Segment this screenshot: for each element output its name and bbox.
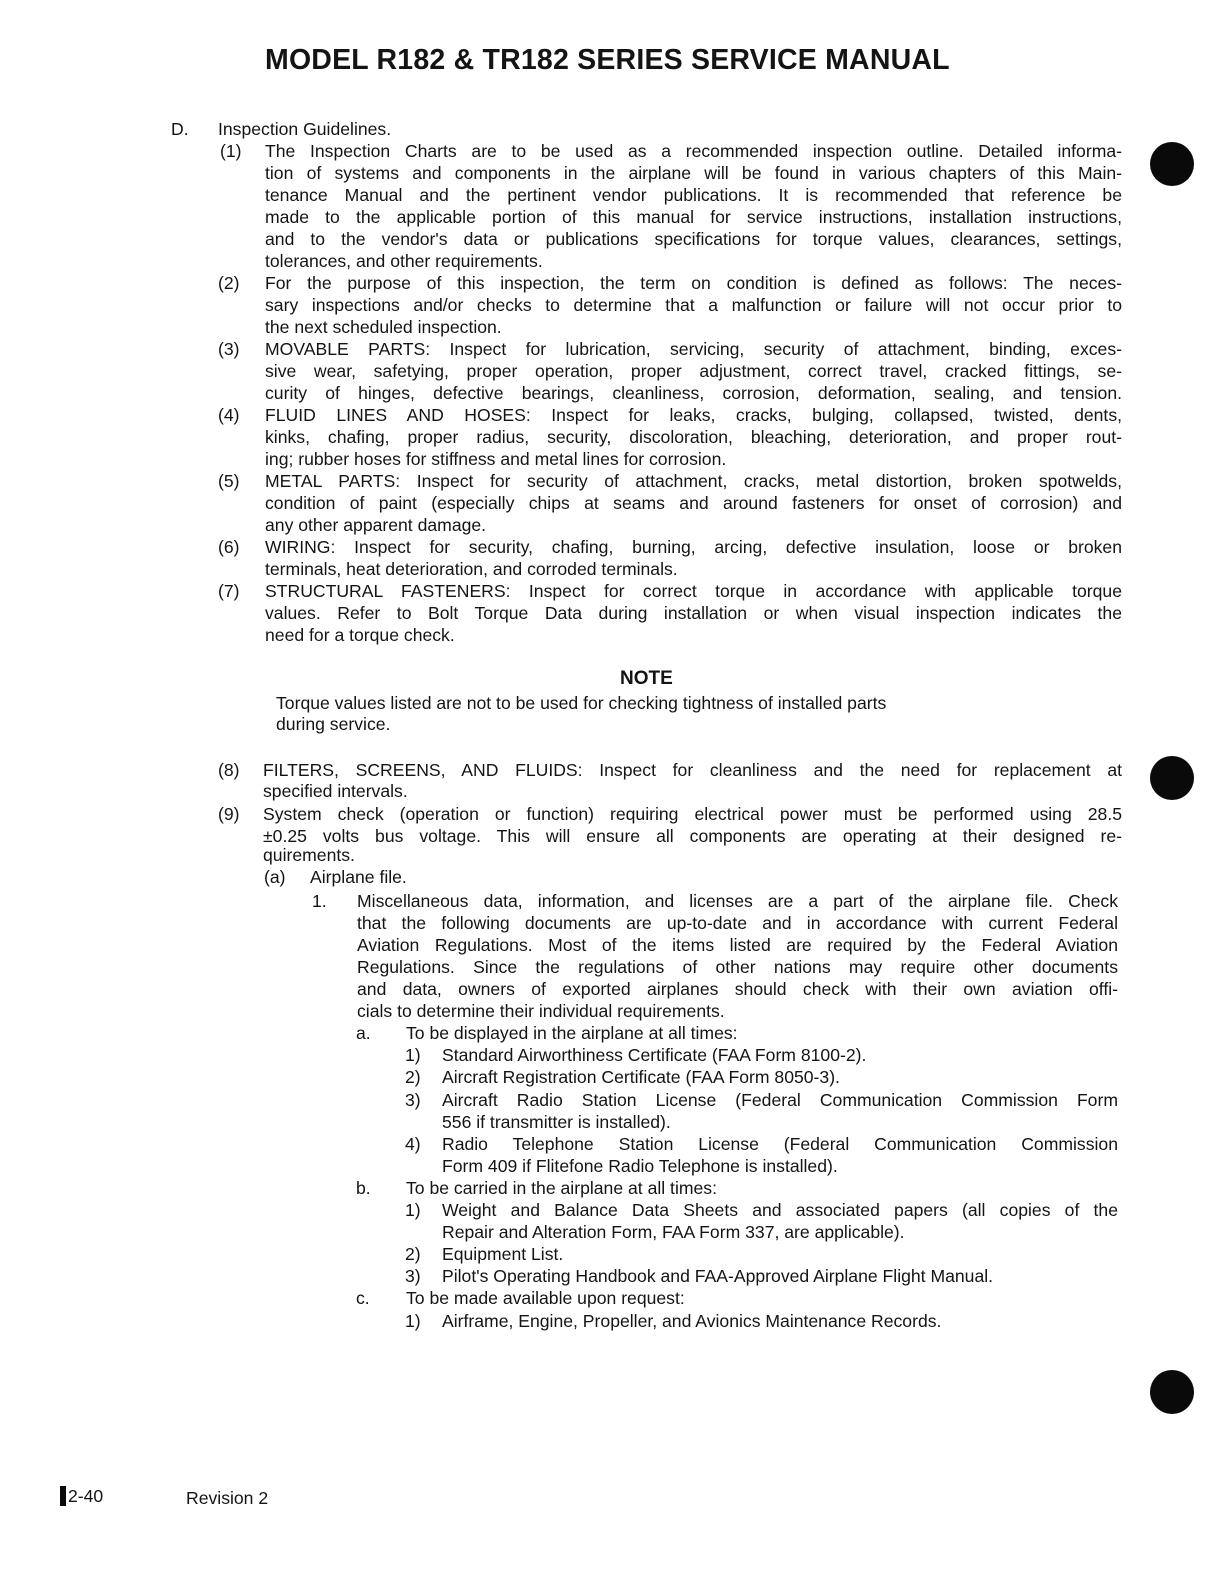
item-text-line: condition of paint (especially chips at seams and around fasteners for onset of corrosion) and: [265, 493, 1122, 513]
item-number: (4): [218, 405, 240, 425]
item-text-line: ing; rubber hoses for stiffness and metal lines for corrosion.: [265, 449, 727, 469]
list-entry-number: 1): [405, 1045, 421, 1065]
item-text-line: System check (operation or function) requiring electrical power must be performed using 28.5: [263, 804, 1122, 824]
list-entry-number: 2): [405, 1244, 421, 1264]
item-text-line: quirements.: [263, 845, 355, 865]
list-entry-text: Weight and Balance Data Sheets and associated papers (all copies of the: [442, 1200, 1118, 1220]
list-entry-text: Repair and Alteration Form, FAA Form 337, are applicable).: [442, 1222, 905, 1242]
revision-marker-dot: [1150, 756, 1194, 800]
list-entry-text: Aircraft Registration Certificate (FAA Form 8050-3).: [442, 1067, 840, 1087]
list-heading: To be carried in the airplane at all times:: [406, 1178, 717, 1198]
revision-label: Revision 2: [186, 1488, 269, 1508]
item-text-line: values. Refer to Bolt Torque Data during installation or when visual inspection indicates the: [265, 603, 1122, 623]
list-entry-text: Form 409 if Flitefone Radio Telephone is installed).: [442, 1156, 838, 1176]
item-text-line: any other apparent damage.: [265, 515, 487, 535]
list-entry-text: Airframe, Engine, Propeller, and Avionics Maintenance Records.: [442, 1311, 942, 1331]
item-text-line: STRUCTURAL FASTENERS: Inspect for correct torque in accordance with applicable torque: [265, 581, 1122, 601]
list-entry-text: Radio Telephone Station License (Federal Communication Commission: [442, 1134, 1118, 1154]
item-number: (1): [220, 141, 242, 161]
list-heading: To be made available upon request:: [406, 1288, 685, 1308]
paragraph-line: Aviation Regulations. Most of the items listed are required by the Federal Aviation: [357, 935, 1118, 955]
change-bar: [60, 1486, 66, 1506]
item-text-line: sive wear, safetying, proper operation, proper adjustment, correct travel, cracked fittings, se-: [265, 361, 1122, 381]
paragraph-line: and data, owners of exported airplanes should check with their own aviation offi-: [357, 979, 1118, 999]
paragraph-line: Regulations. Since the regulations of other nations may require other documents: [357, 957, 1118, 977]
list-entry-text: Aircraft Radio Station License (Federal Communication Commission Form: [442, 1090, 1118, 1110]
item-text-line: METAL PARTS: Inspect for security of attachment, cracks, metal distortion, broken spotwelds,: [265, 471, 1122, 491]
paragraph-line: Miscellaneous data, information, and licenses are a part of the airplane file. Check: [357, 891, 1118, 911]
page-title: MODEL R182 & TR182 SERIES SERVICE MANUAL: [265, 44, 950, 76]
item-text-line: tolerances, and other requirements.: [265, 251, 543, 271]
list-letter: a.: [356, 1023, 371, 1043]
sub-item-label: Airplane file.: [310, 867, 407, 887]
item-text-line: FILTERS, SCREENS, AND FLUIDS: Inspect for cleanliness and the need for replacement at: [263, 760, 1122, 780]
list-entry-text: 556 if transmitter is installed).: [442, 1112, 671, 1132]
section-title: Inspection Guidelines.: [218, 119, 392, 139]
item-number: (7): [218, 581, 240, 601]
list-entry-number: 3): [405, 1266, 421, 1286]
item-text-line: tenance Manual and the pertinent vendor publications. It is recommended that reference be: [265, 185, 1122, 205]
list-letter: b.: [356, 1178, 371, 1198]
item-text-line: tion of systems and components in the airplane will be found in various chapters of this Main-: [265, 163, 1122, 183]
item-number: (9): [218, 804, 240, 824]
paragraph-number: 1.: [312, 891, 327, 911]
item-text-line: and to the vendor's data or publications specifications for torque values, clearances, settings,: [265, 229, 1122, 249]
item-text-line: the next scheduled inspection.: [265, 317, 502, 337]
item-number: (2): [218, 273, 240, 293]
item-text-line: specified intervals.: [263, 781, 408, 801]
item-text-line: sary inspections and/or checks to determine that a malfunction or failure will not occur prior to: [265, 295, 1122, 315]
list-entry-number: 3): [405, 1090, 421, 1110]
note-text-line: Torque values listed are not to be used for checking tightness of installed parts: [276, 693, 887, 713]
list-letter: c.: [356, 1288, 370, 1308]
item-text-line: MOVABLE PARTS: Inspect for lubrication, servicing, security of attachment, binding, exces-: [265, 339, 1122, 359]
item-number: (5): [218, 471, 240, 491]
list-entry-number: 4): [405, 1134, 421, 1154]
item-number: (6): [218, 537, 240, 557]
item-number: (3): [218, 339, 240, 359]
item-text-line: need for a torque check.: [265, 625, 455, 645]
list-heading: To be displayed in the airplane at all times:: [406, 1023, 738, 1043]
page-number: 2-40: [68, 1486, 104, 1506]
item-text-line: FLUID LINES AND HOSES: Inspect for leaks, cracks, bulging, collapsed, twisted, dents,: [265, 405, 1122, 425]
revision-marker-dot: [1150, 1370, 1194, 1414]
item-text-line: curity of hinges, defective bearings, cleanliness, corrosion, deformation, sealing, and tension.: [265, 383, 1122, 403]
item-text-line: WIRING: Inspect for security, chafing, burning, arcing, defective insulation, loose or broken: [265, 537, 1122, 557]
item-text-line: made to the applicable portion of this manual for service instructions, installation instructions,: [265, 207, 1122, 227]
list-entry-text: Equipment List.: [442, 1244, 564, 1264]
list-entry-text: Standard Airworthiness Certificate (FAA Form 8100-2).: [442, 1045, 867, 1065]
list-entry-number: 2): [405, 1067, 421, 1087]
item-text-line: The Inspection Charts are to be used as a recommended inspection outline. Detailed informa-: [265, 141, 1122, 161]
item-text-line: terminals, heat deterioration, and corroded terminals.: [265, 559, 678, 579]
paragraph-line: that the following documents are up-to-date and in accordance with current Federal: [357, 913, 1118, 933]
list-entry-number: 1): [405, 1200, 421, 1220]
note-heading: NOTE: [620, 668, 673, 689]
list-entry-number: 1): [405, 1311, 421, 1331]
revision-marker-dot: [1150, 142, 1194, 186]
list-entry-text: Pilot's Operating Handbook and FAA-Approved Airplane Flight Manual.: [442, 1266, 994, 1286]
section-letter: D.: [171, 119, 189, 139]
item-text-line: ±0.25 volts bus voltage. This will ensure all components are operating at their designed re-: [263, 826, 1122, 846]
sub-item-letter: (a): [264, 867, 286, 887]
item-number: (8): [218, 760, 240, 780]
note-text-line: during service.: [276, 714, 391, 734]
item-text-line: kinks, chafing, proper radius, security, discoloration, bleaching, deterioration, and proper rout-: [265, 427, 1122, 447]
paragraph-line: cials to determine their individual requirements.: [357, 1001, 725, 1021]
item-text-line: For the purpose of this inspection, the term on condition is defined as follows: The neces-: [265, 273, 1122, 293]
